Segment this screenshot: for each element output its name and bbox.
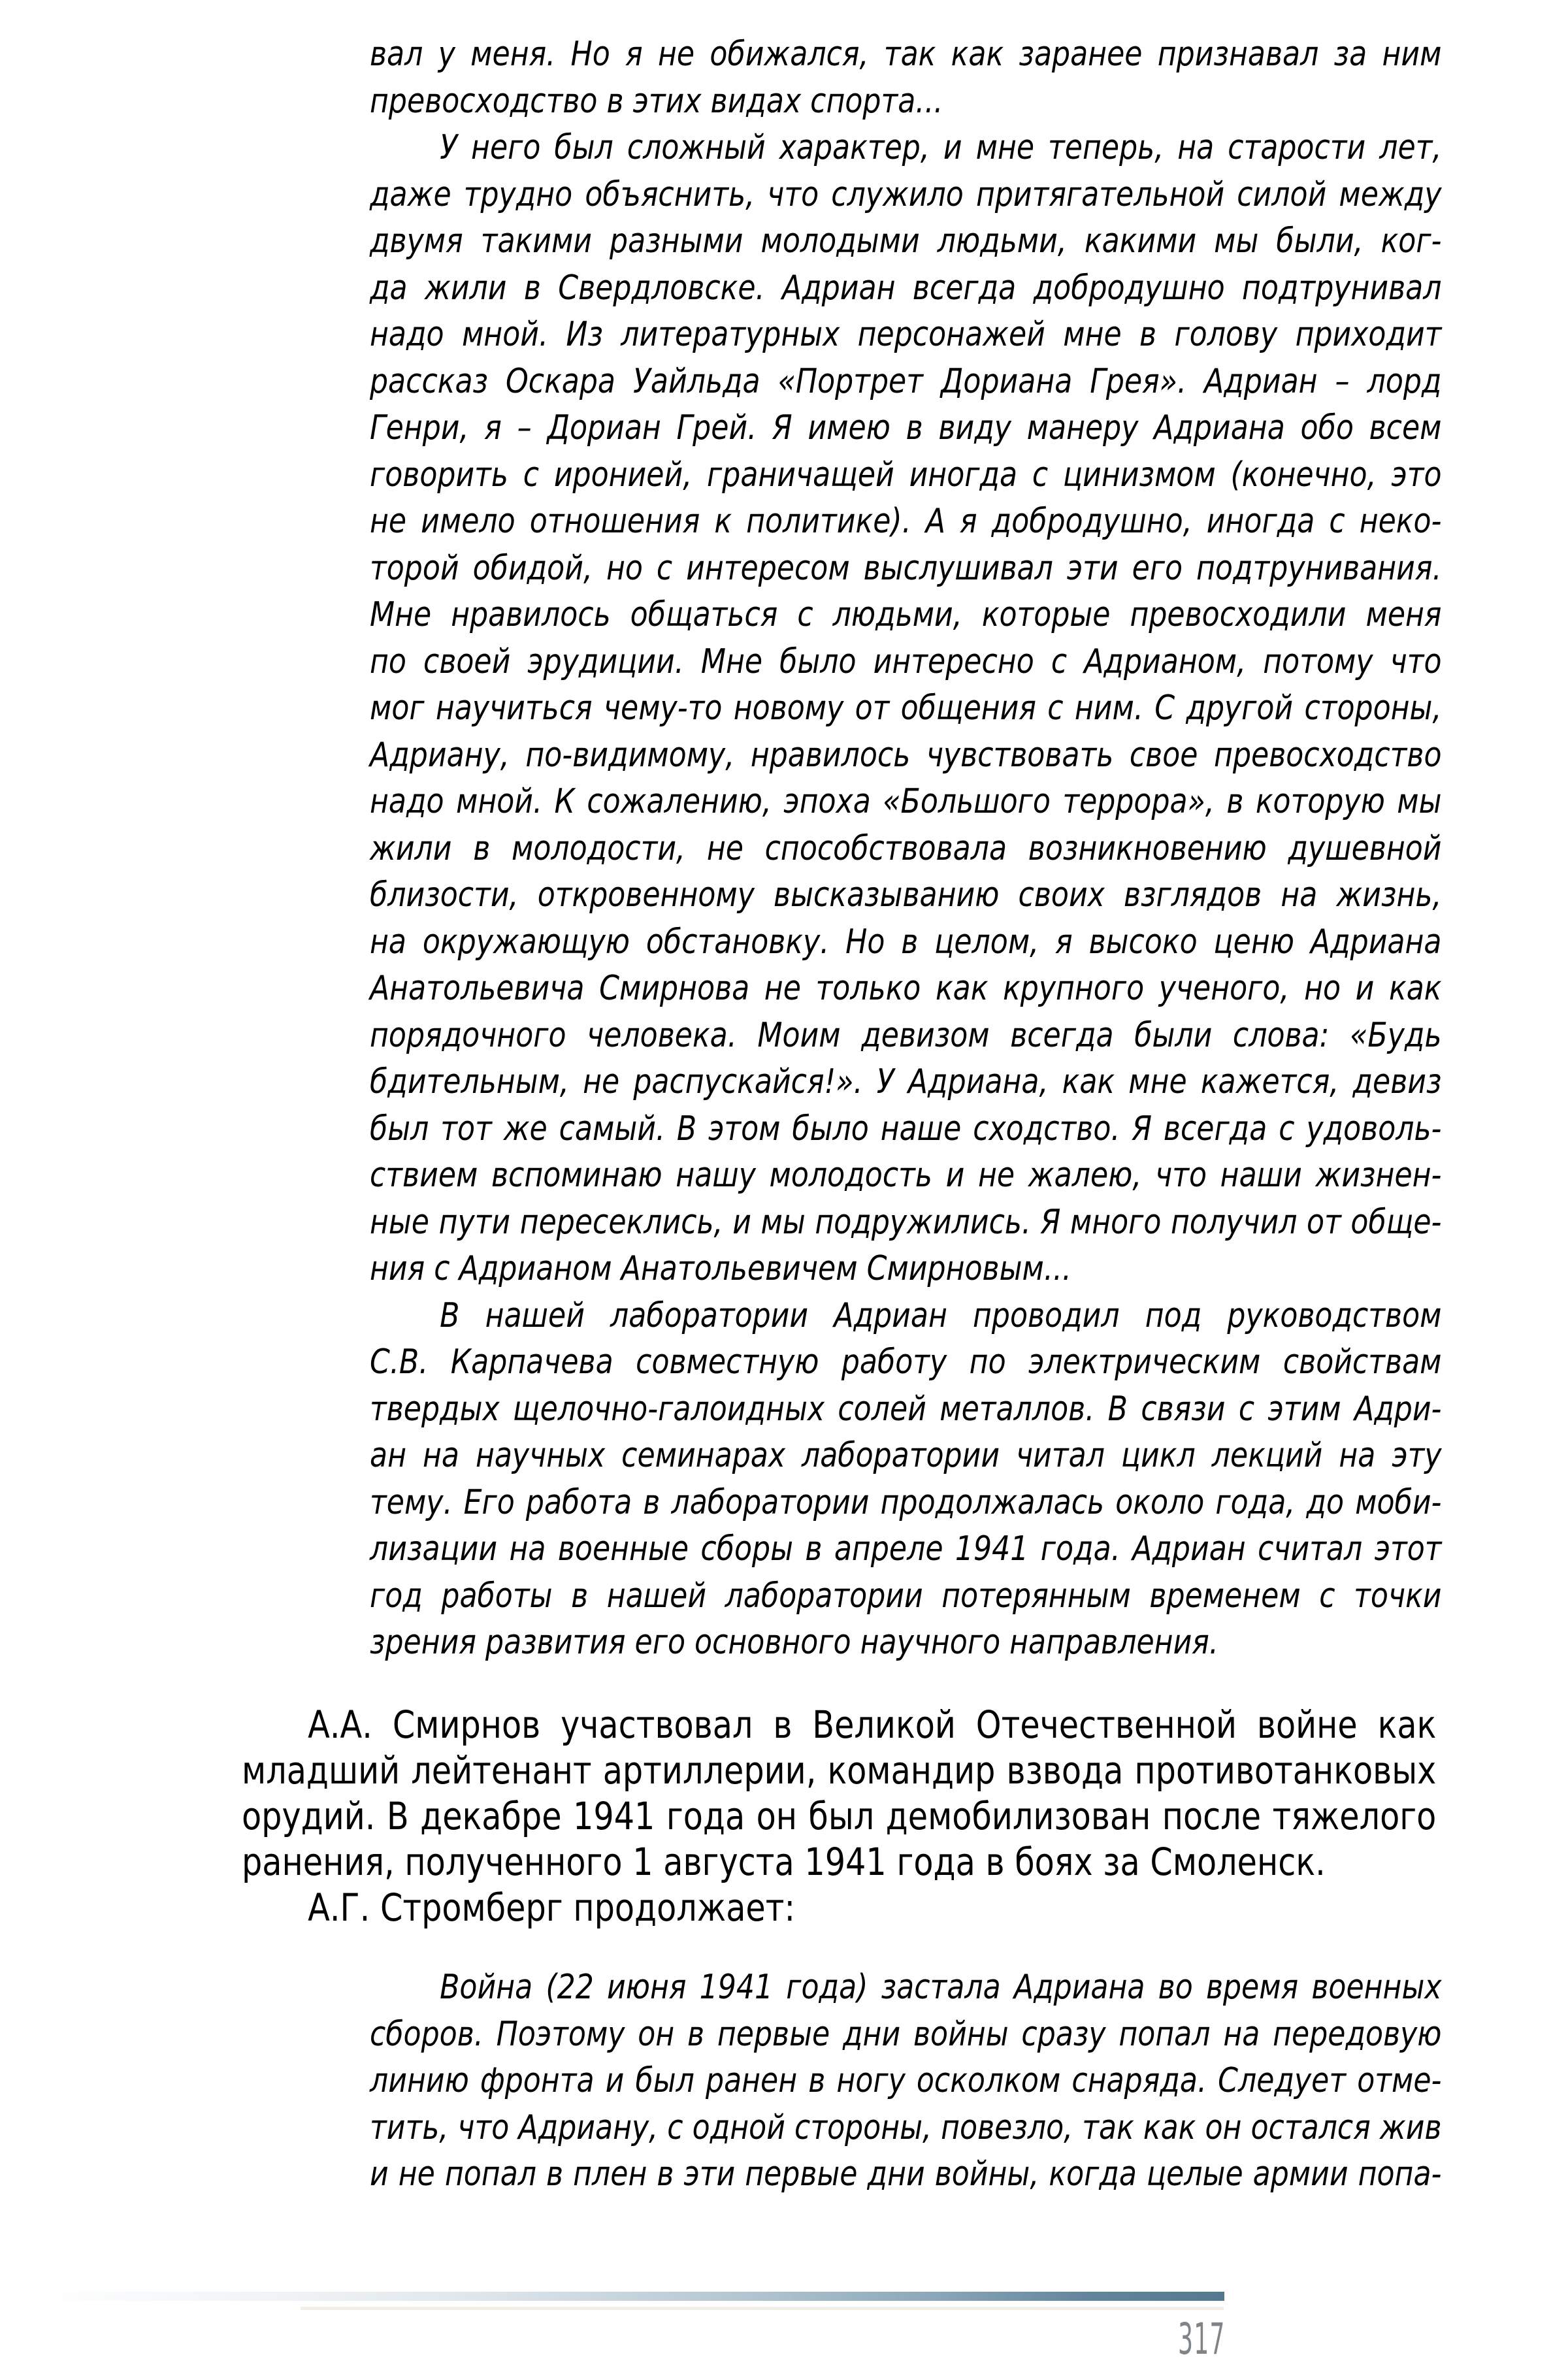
text-line: ан на научных семинарах лаборатории читал цикл лекций на эту: [370, 1436, 1442, 1475]
text-line: вал у меня. Но я не обижался, так как заранее признавал за ним: [370, 35, 1442, 74]
text-line: Война (22 июня 1941 года) застала Адриана во время военных: [440, 1968, 1442, 2007]
text-line: мог научиться чему-то новому от общения с ним. С другой стороны,: [370, 689, 1442, 728]
text-line: не имело отношения к политике). А я добродушно, иногда с неко-: [370, 502, 1442, 541]
footer-divider-bar: [29, 2292, 1224, 2301]
text-line: Анатольевича Смирнова не только как крупного ученого, но и как: [370, 969, 1442, 1008]
quote-block-memoir: [370, 31, 1442, 1667]
text-line: младший лейтенант артиллерии, командир взвода противотанковых: [242, 1748, 1437, 1793]
text-line: говорить с иронией, граничащей иногда с цинизмом (конечно, это: [370, 455, 1442, 495]
quote-block-memoir-lines: [370, 31, 1442, 1667]
text-line: С.В. Карпачева совместную работу по электрическим свойствам: [370, 1342, 1442, 1382]
page-number: 317: [1178, 2314, 1226, 2359]
main-paragraph: [242, 1702, 1436, 1930]
footer-divider-underline: [301, 2307, 1224, 2310]
text-line: В нашей лаборатории Адриан проводил под руководством: [440, 1295, 1442, 1335]
text-line: близости, откровенному высказыванию своих взглядов на жизнь,: [370, 875, 1442, 915]
text-line: порядочного человека. Моим девизом всегда были слова: «Будь: [370, 1015, 1442, 1055]
text-line: сборов. Поэтому он в первые дни войны сразу попал на передовую: [370, 2014, 1442, 2054]
text-line: и не попал в плен в эти первые дни войны, когда целые армии попа-: [370, 2155, 1442, 2194]
text-line: превосходство в этих видах спорта...: [370, 81, 943, 121]
text-line: тему. Его работа в лаборатории продолжалась около года, до моби-: [370, 1482, 1442, 1522]
text-line: линию фронта и был ранен в ногу осколком снаряда. Следует отме-: [370, 2061, 1442, 2100]
text-line: да жили в Свердловске. Адриан всегда добродушно подтрунивал: [370, 268, 1442, 308]
quote-block-stromberg-lines: [370, 1964, 1442, 2198]
text-line: ния с Адрианом Анатольевичем Смирновым...: [370, 1249, 1071, 1288]
text-line: А.А. Смирнов участвовал в Великой Отечественной войне как: [308, 1702, 1437, 1747]
text-line: двумя такими разными молодыми людьми, какими мы были, ког-: [370, 221, 1442, 261]
text-line: ные пути пересеклись, и мы подружились. Я много получил от обще-: [370, 1202, 1442, 1242]
text-line: надо мной. Из литературных персонажей мне в голову приходит: [370, 315, 1442, 354]
text-line: ранения, полученного 1 августа 1941 года в боях за Смоленск.: [242, 1840, 1326, 1884]
text-line: А.Г. Стромберг продолжает:: [308, 1885, 796, 1930]
text-line: Мне нравилось общаться с людьми, которые превосходили меня: [370, 595, 1442, 634]
text-line: твердых щелочно-галоидных солей металлов. В связи с этим Адри-: [370, 1389, 1442, 1429]
text-line: год работы в нашей лаборатории потерянным временем с точки: [370, 1576, 1442, 1616]
text-line: по своей эрудиции. Мне было интересно с Адрианом, потому что: [370, 642, 1442, 681]
text-line: лизации на военные сборы в апреле 1941 года. Адриан считал этот: [370, 1529, 1442, 1569]
text-line: тить, что Адриану, с одной стороны, повезло, так как он остался жив: [370, 2107, 1442, 2147]
text-line: даже трудно объяснить, что служило притягательной силой между: [370, 174, 1442, 214]
quote-block-stromberg: [370, 1964, 1442, 2198]
text-line: Генри, я – Дориан Грей. Я имею в виду манеру Адриана обо всем: [370, 408, 1442, 447]
text-line: У него был сложный характер, и мне теперь, на старости лет,: [440, 128, 1442, 167]
text-line: бдительным, не распускайся!». У Адриана, как мне кажется, девиз: [370, 1062, 1442, 1101]
text-line: зрения развития его основного научного направления.: [370, 1623, 1218, 1662]
text-line: торой обидой, но с интересом выслушивал эти его подтрунивания.: [370, 548, 1442, 588]
text-line: на окружающую обстановку. Но в целом, я высоко ценю Адриана: [370, 922, 1442, 962]
text-line: рассказ Оскара Уайльда «Портрет Дориана Грея». Адриан – лорд: [370, 361, 1442, 401]
text-line: орудий. В декабре 1941 года он был демобилизован после тяжелого: [242, 1794, 1437, 1838]
text-line: жили в молодости, не способствовала возникновению душевной: [370, 828, 1442, 868]
text-line: надо мной. К сожалению, эпоха «Большого террора», в которую мы: [370, 782, 1442, 821]
text-line: был тот же самый. В этом было наше сходство. Я всегда с удоволь-: [370, 1109, 1442, 1148]
text-line: ствием вспоминаю нашу молодость и не жалею, что наши жизнен-: [370, 1156, 1442, 1195]
text-line: Адриану, по-видимому, нравилось чувствовать свое превосходство: [370, 735, 1442, 775]
main-paragraph-lines: [242, 1702, 1436, 1930]
